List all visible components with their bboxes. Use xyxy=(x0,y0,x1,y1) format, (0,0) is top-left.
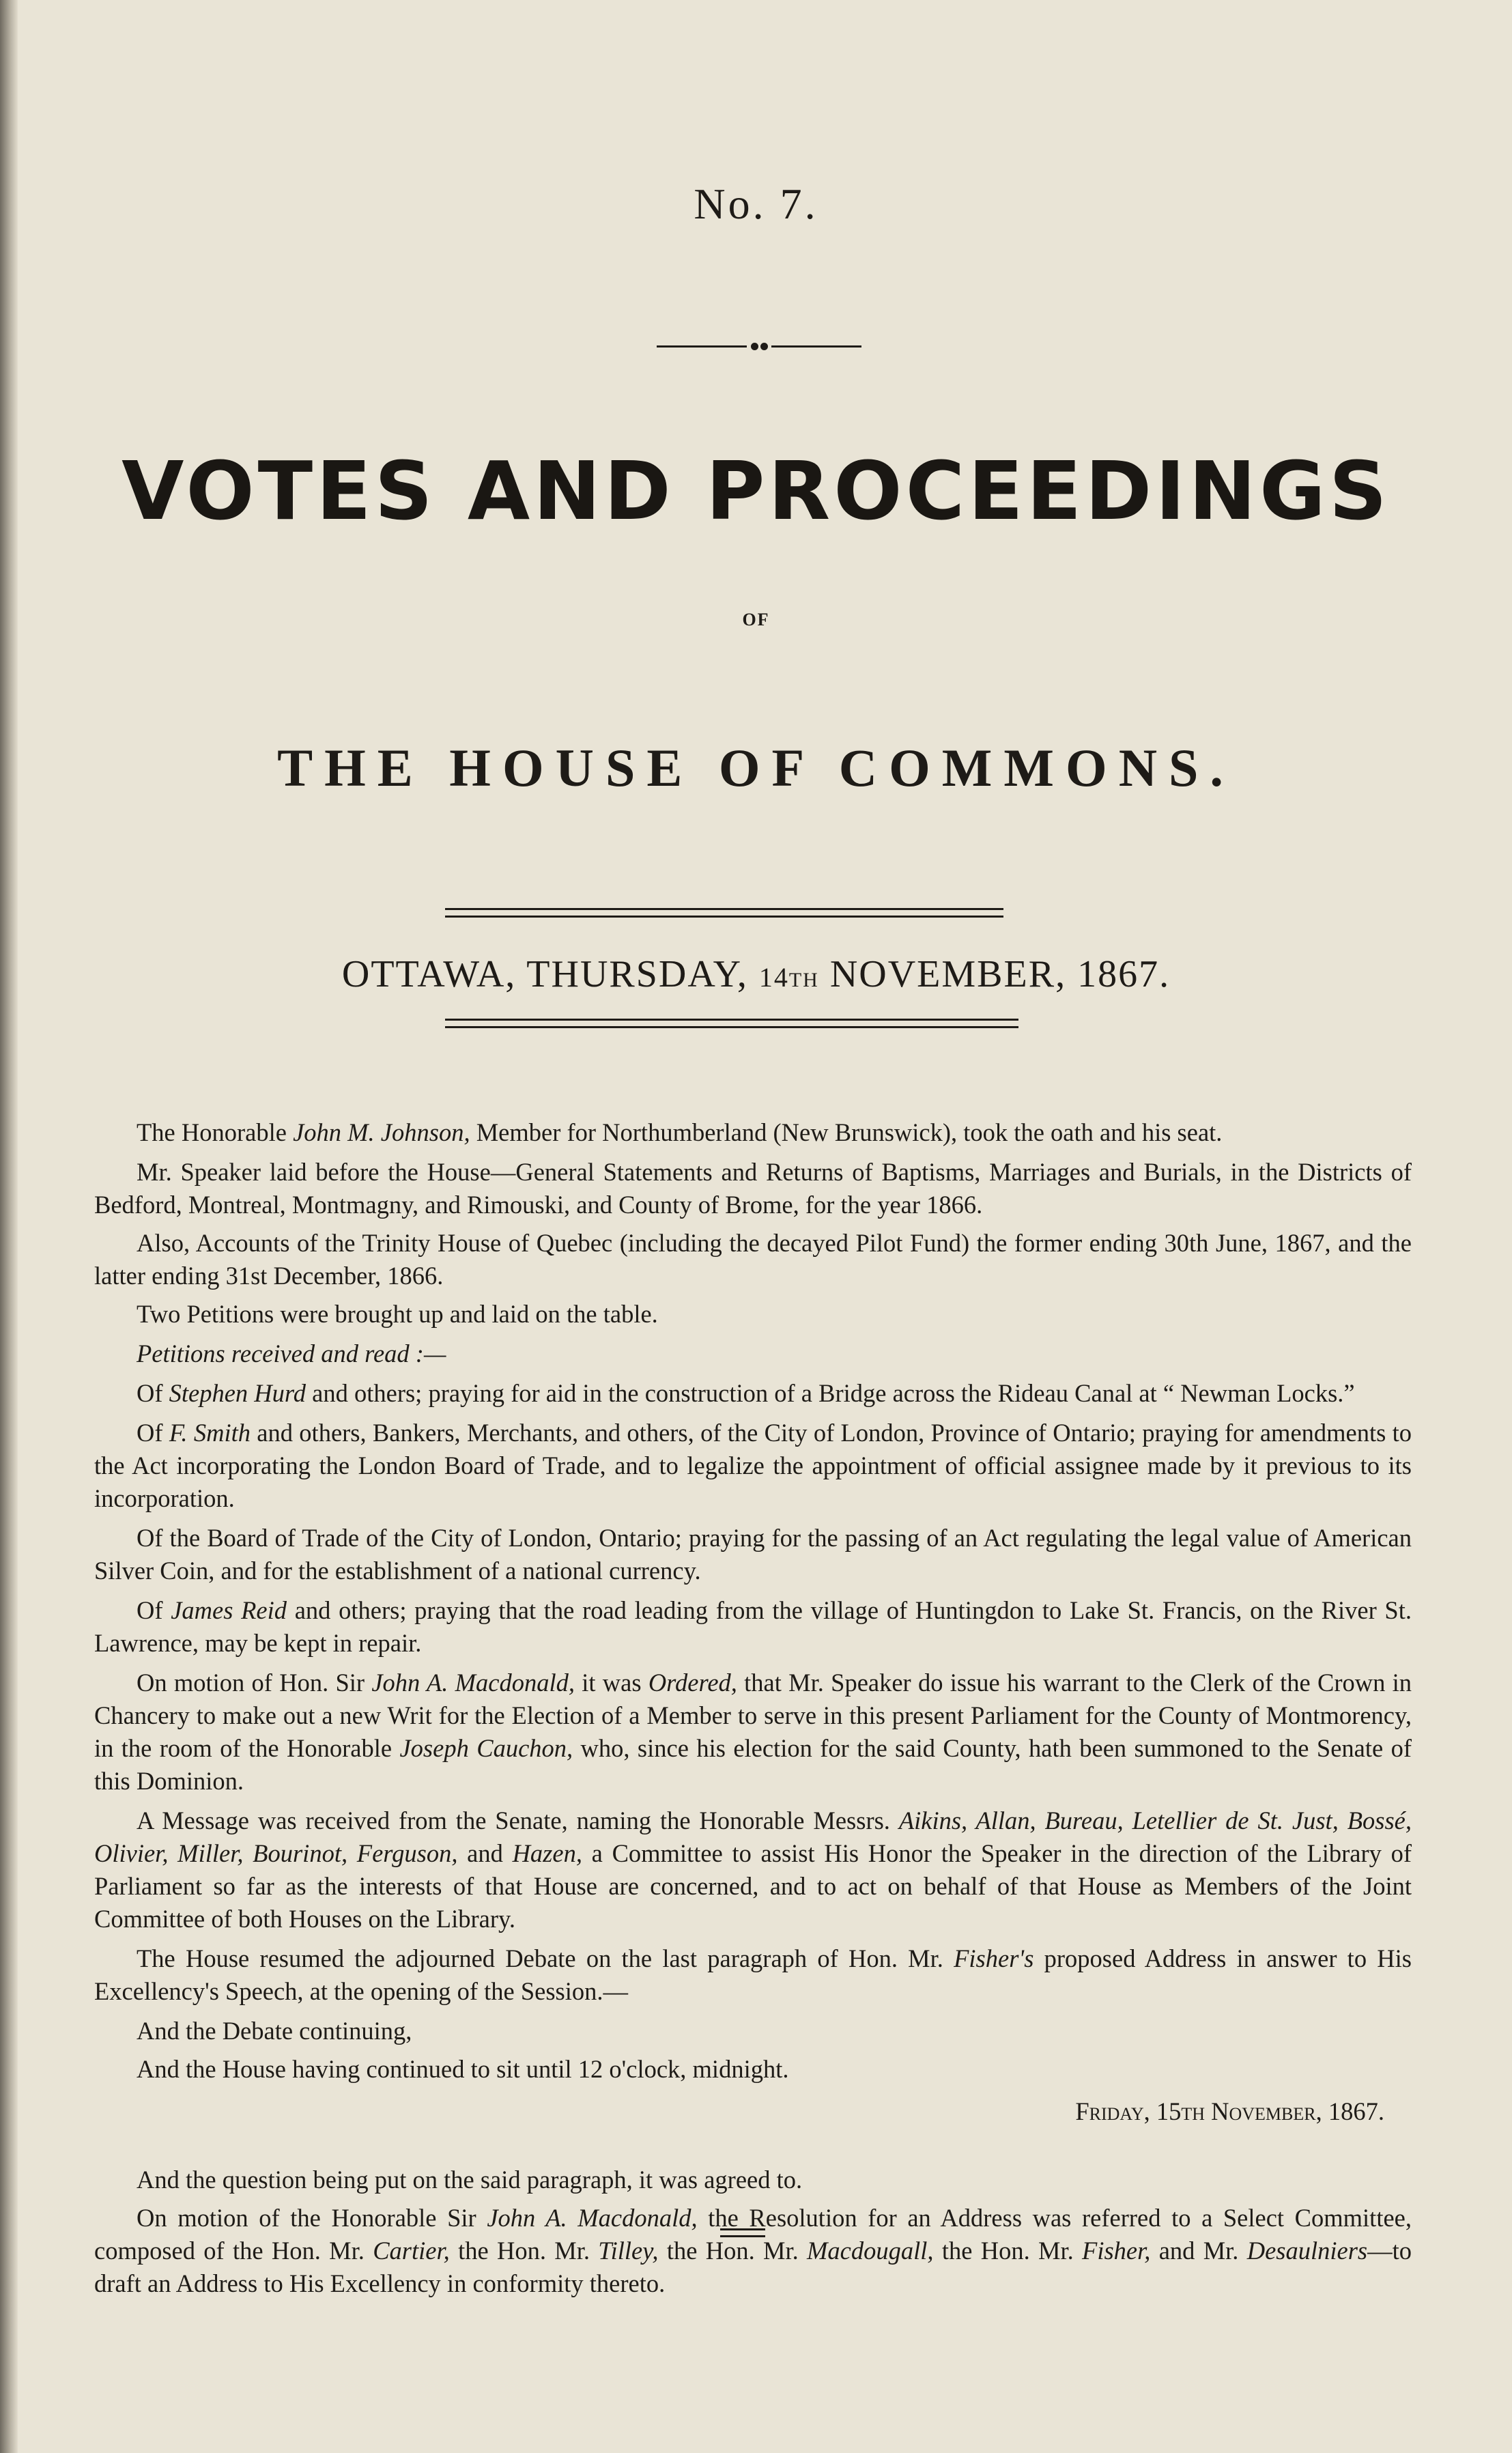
house-sat-until: And the House having continued to sit until 12 o'clock, midnight. xyxy=(137,2055,789,2083)
question-agreed: And the question being put on the said paragraph, it was agreed to. xyxy=(137,2166,803,2194)
debate-resumed: The House resumed the adjourned Debate on the last paragraph of Hon. Mr. Fisher's proposed Address in answer to His Excellency's Speech, at the opening of the Session.— xyxy=(94,1944,1412,2005)
senate-message: A Message was received from the Senate, naming the Honorable Messrs. Aikins, Allan, Bureau, Letellier de St. Just, Bossé, Olivier, Miller, Bourinot, Ferguson, and Hazen, a Committee to assist His Honor the Speaker in the direction of the Library of Parliament so far as the interests of that House are concerned, and to act on behalf of that House as Members of the Joint Committee of both Houses on the Library. xyxy=(94,1806,1412,1933)
motion-select-committee: On motion of the Honorable Sir John A. Macdonald, the Resolution for an Address was referred to a Select Committee, composed of the Hon. Mr. Cartier, the Hon. Mr. Tilley, the Hon. Mr. Macdougall, the Hon. Mr. Fisher, and Mr. Desaulniers—to draft an Address to His Excellency in conformity thereto. xyxy=(94,2204,1412,2297)
dateline-place-day: OTTAWA, THURSDAY, xyxy=(341,953,748,995)
closing-rule xyxy=(720,2228,765,2237)
title-ornament xyxy=(657,339,861,355)
paragraph-petitions-heading: Petitions received and read :— xyxy=(137,1339,446,1367)
friday-dateline: Friday, 15th November, 1867. xyxy=(1075,2097,1384,2125)
double-rule-bottom xyxy=(445,1019,1018,1028)
dateline-day-number: 14 xyxy=(758,962,789,993)
ornament-rule-right xyxy=(771,345,861,348)
motion-writ: On motion of Hon. Sir John A. Macdonald, it was Ordered, that Mr. Speaker do issue his warrant to the Clerk of the Crown in Chancery to make out a new Writ for the Election of a Member to serve in this present Parliament for the County of Montmorency, in the room of the Honorable Joseph Cauchon, who, since his election for the said County, hath been summoned to the Senate of this Dominion. xyxy=(94,1669,1412,1795)
petition-board-of-trade: Of the Board of Trade of the City of London, Ontario; praying for the passing of an Act regulating the legal value of American Silver Coin, and for the establishment of a national currency. xyxy=(94,1524,1412,1585)
issue-number: No. 7. xyxy=(694,180,818,228)
main-title: VOTES AND PROCEEDINGS xyxy=(122,444,1390,538)
petition-reid: Of James Reid and others; praying that the road leading from the village of Huntingdon to Lake St. Francis, on the River St. Lawrence, may be kept in repair. xyxy=(94,1596,1412,1657)
title-of: OF xyxy=(742,610,770,629)
double-rule-top xyxy=(445,908,1003,918)
debate-continuing: And the Debate continuing, xyxy=(137,2017,412,2045)
ornament-rule-left xyxy=(657,345,747,348)
dateline-month-year: NOVEMBER, 1867. xyxy=(829,953,1171,995)
paragraph-petitions-count: Two Petitions were brought up and laid on the table. xyxy=(137,1300,658,1328)
ornament-dot xyxy=(760,343,768,350)
petition-hurd: Of Stephen Hurd and others; praying for aid in the construction of a Bridge across the Rideau Canal at “ Newman Locks.” xyxy=(137,1379,1355,1407)
petition-smith: Of F. Smith and others, Bankers, Merchants, and others, of the City of London, Province of Ontario; praying for amendments to the Act incorporating the London Board of Trade, and to legalize the appointment of official assignee made by it previous to its incorporation. xyxy=(94,1419,1412,1512)
house-title: THE HOUSE OF COMMONS. xyxy=(277,738,1235,797)
dateline-day-suffix: TH xyxy=(788,969,819,991)
ornament-dot xyxy=(751,343,758,350)
paragraph-returns: Mr. Speaker laid before the House—General Statements and Returns of Baptisms, Marriages and Burials, in the Districts of Bedford, Montreal, Montmagny, and Rimouski, and County of Brome, for the year 1866. xyxy=(94,1158,1412,1219)
paragraph-oath: The Honorable John M. Johnson, Member for Northumberland (New Brunswick), took the oath and his seat. xyxy=(137,1118,1223,1146)
paragraph-accounts: Also, Accounts of the Trinity House of Quebec (including the decayed Pilot Fund) the former ending 30th June, 1867, and the latter ending 31st December, 1866. xyxy=(94,1229,1412,1290)
dateline xyxy=(0,952,1512,996)
proceedings-body xyxy=(94,1116,1412,2307)
